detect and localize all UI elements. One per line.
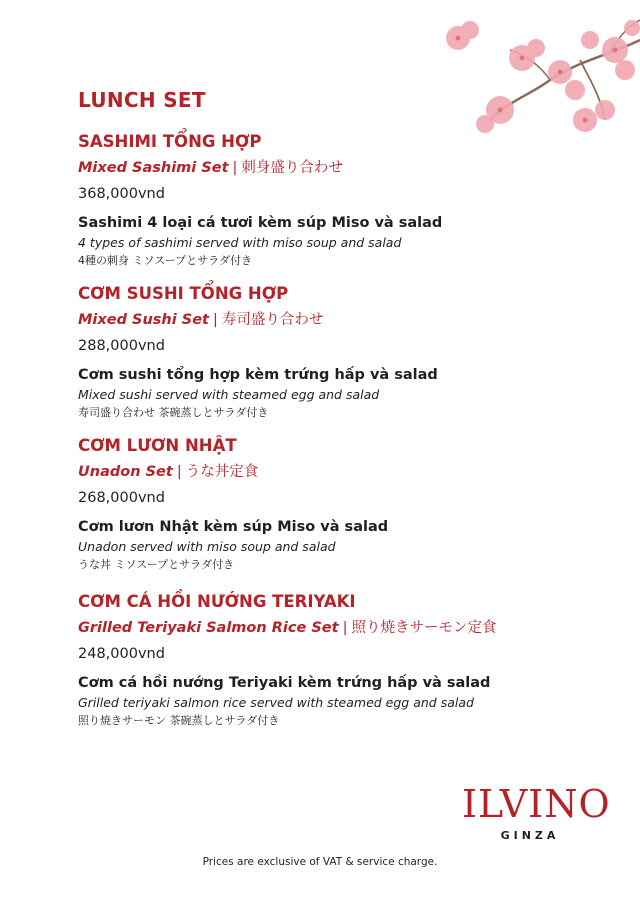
item-name: SASHIMI TỔNG HỢP: [78, 132, 262, 151]
separator: |: [232, 160, 238, 176]
item-price: 268,000vnd: [78, 490, 165, 506]
item-name: CƠM CÁ HỒI NƯỚNG TERIYAKI: [78, 592, 356, 611]
item-description-en: Grilled teriyaki salmon rice served with steamed egg and salad: [78, 695, 474, 710]
separator: |: [212, 312, 218, 328]
item-price: 368,000vnd: [78, 186, 165, 202]
item-subtitle: [78, 616, 578, 640]
item-name-en: Unadon Set: [78, 464, 173, 480]
item-description-jp: うな丼 ミソスープとサラダ付き: [78, 558, 235, 571]
menu-item-unadon: [78, 434, 578, 574]
item-description-jp: 4種の刺身 ミソスープとサラダ付き: [78, 254, 253, 267]
item-description-jp: 照り焼きサーモン 茶碗蒸しとサラダ付き: [78, 714, 280, 727]
item-name-jp: うな丼定食: [185, 464, 259, 480]
footer-note: Prices are exclusive of VAT & service charge.: [202, 856, 438, 868]
item-subtitle: [78, 460, 578, 484]
item-name-jp: 照り焼きサーモン定食: [351, 620, 497, 636]
item-description-en: 4 types of sashimi served with miso soup and salad: [78, 235, 402, 250]
item-description-jp: 寿司盛り合わせ 茶碗蒸しとサラダ付き: [78, 406, 269, 419]
item-price: 248,000vnd: [78, 646, 165, 662]
restaurant-logo: [462, 782, 611, 844]
item-name-en: Mixed Sashimi Set: [78, 160, 229, 176]
item-name-jp: 刺身盛り合わせ: [241, 160, 343, 176]
separator: |: [342, 620, 348, 636]
item-name: CƠM LƯƠN NHẬT: [78, 436, 237, 455]
item-name-en: Grilled Teriyaki Salmon Rice Set: [78, 620, 339, 636]
item-name: CƠM SUSHI TỔNG HỢP: [78, 284, 289, 303]
item-description-vi: Cơm sushi tổng hợp kèm trứng hấp và salad: [78, 367, 438, 383]
menu-item-sushi: [78, 282, 578, 422]
logo-subtitle: GINZA: [500, 829, 560, 842]
item-subtitle: [78, 156, 578, 180]
item-subtitle: [78, 308, 578, 332]
item-name-jp: 寿司盛り合わせ: [221, 312, 324, 328]
item-price: 288,000vnd: [78, 338, 165, 354]
menu-item-sashimi: [78, 130, 578, 270]
item-description-en: Mixed sushi served with steamed egg and salad: [78, 387, 380, 402]
item-name-en: Mixed Sushi Set: [78, 312, 209, 328]
logo-wordmark: ILVINO: [462, 782, 611, 826]
separator: |: [176, 464, 182, 480]
item-description-vi: Sashimi 4 loại cá tươi kèm súp Miso và salad: [78, 215, 443, 231]
item-description-vi: Cơm lươn Nhật kèm súp Miso và salad: [78, 519, 389, 535]
cherry-blossom-icon: [440, 0, 640, 150]
menu-title: LUNCH SET: [78, 88, 206, 112]
item-description-en: Unadon served with miso soup and salad: [78, 539, 336, 554]
item-description-vi: Cơm cá hồi nướng Teriyaki kèm trứng hấp và salad: [78, 675, 491, 691]
menu-item-salmon: [78, 590, 578, 730]
